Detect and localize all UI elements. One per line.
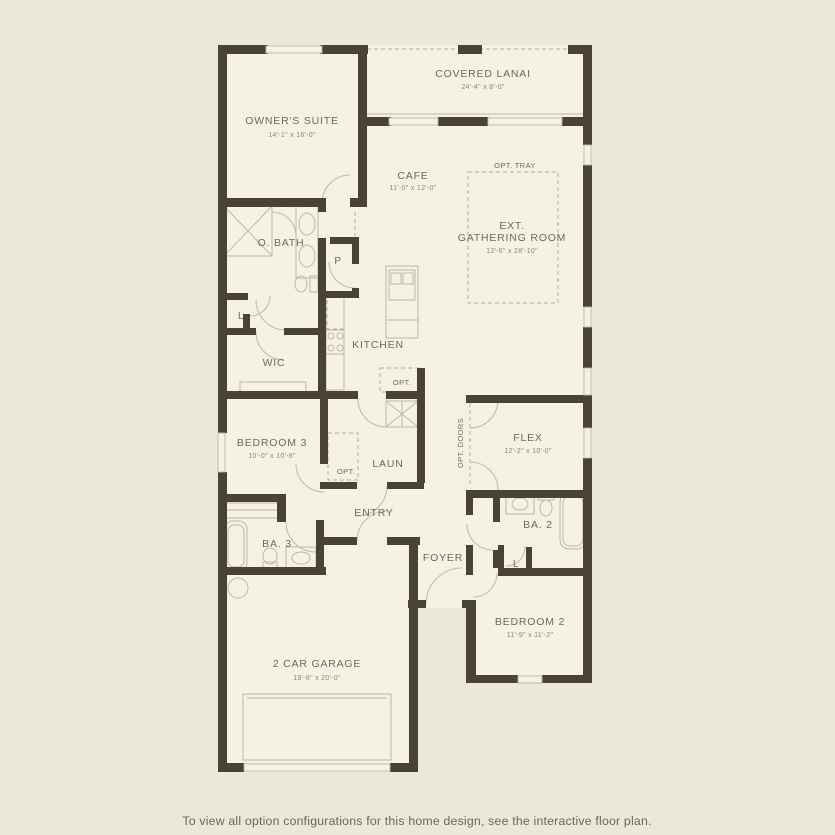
wall-segment [390,763,418,772]
room-dims-cafe: 11'-0" x 12'-0" [389,185,437,192]
room-label-bedroom3: BEDROOM 3 [236,437,308,449]
room-dims-garage: 19'-8" x 20'-0" [293,675,341,682]
wall-segment [583,458,592,683]
sliding-door [584,145,591,165]
wall-segment [466,600,476,683]
wall-segment [284,328,322,335]
wall-segment [526,547,532,571]
window [584,307,591,327]
room-dims-bedroom2: 11'-9" x 11'-2" [506,632,554,639]
room-label-pantry: P [334,256,342,267]
room-label-flex: FLEX [513,432,543,444]
room-label-kitchen: KITCHEN [352,339,404,351]
wall-segment [318,238,326,399]
room-dims-owners-suite: 14'-1" x 16'-0" [268,132,316,139]
room-label-linen2: L [512,559,520,570]
wall-segment [218,391,358,399]
wall-segment [387,482,424,489]
wall-segment [493,498,500,522]
label-kitchen-opt: OPT. [392,378,412,387]
room-label-bath2: BA. 2 [523,519,553,531]
wall-segment [367,117,391,126]
wall-segment [466,545,473,573]
wall-segment [277,494,286,522]
wall-segment [352,237,359,264]
room-dims-flex: 12'-2" x 10'-0" [504,448,552,455]
room-dims-gathering-room: 12'-6" x 28'-10" [486,248,538,255]
window [584,428,591,458]
wall-segment [466,498,473,515]
room-dims-covered-lanai: 24'-4" x 8'-0" [461,84,505,91]
wall-segment [316,520,324,575]
wall-segment [218,472,227,772]
room-label-wic: WIC [262,357,286,369]
garage-door [244,764,390,771]
wall-segment [218,567,326,575]
wall-segment [222,328,256,335]
wall-segment [583,395,592,428]
wall-segment [352,288,359,298]
room-label-laundry: LAUN [372,458,404,470]
room-label-entry: ENTRY [354,507,394,519]
room-label-bath3: BA. 3 [262,538,292,550]
room-label-foyer: FOYER [422,552,464,564]
window [518,676,542,683]
footer-caption: To view all option configurations for this home design, see the interactive floor plan. [182,814,652,828]
wall-segment [438,117,488,126]
wall-segment [218,198,322,207]
room-label-covered-lanai: COVERED LANAI [435,68,531,80]
room-label-owners-suite: OWNER'S SUITE [245,115,339,127]
wall-segment [409,537,418,763]
room-label-owners-bath: O. BATH [257,237,305,249]
label-laundry-opt: OPT. [336,467,356,476]
room-label-bedroom2: BEDROOM 2 [494,616,566,628]
wall-segment [498,545,504,571]
label-flex-opt-doors: OPT. DOORS [456,417,465,469]
wall-segment [320,482,357,489]
wall-segment [583,165,592,307]
window [218,433,225,472]
wall-segment [243,314,250,330]
room-label-gathering-room: GATHERING ROOM [457,232,567,244]
room-label-linen1: L [237,311,245,322]
wall-segment [458,45,482,54]
wall-segment [417,368,425,483]
window [266,46,322,53]
wall-segment [330,237,354,244]
room-label-garage: 2 CAR GARAGE [272,658,362,670]
wall-segment [466,395,583,403]
window [389,118,438,125]
window [488,118,562,125]
wall-segment [218,45,227,433]
wall-segment [318,198,326,212]
wall-segment [466,490,592,498]
label-opt-tray: OPT. TRAY [494,161,536,170]
room-dims-bedroom3: 10'-0" x 10'-8" [248,453,296,460]
wall-segment [320,399,328,464]
room-label-ext: EXT. [499,220,525,232]
wall-segment [358,45,367,207]
room-label-cafe: CAFE [397,170,429,182]
wall-segment [583,327,592,368]
wall-segment [322,537,357,545]
wall-segment [583,45,592,145]
window [584,368,591,395]
